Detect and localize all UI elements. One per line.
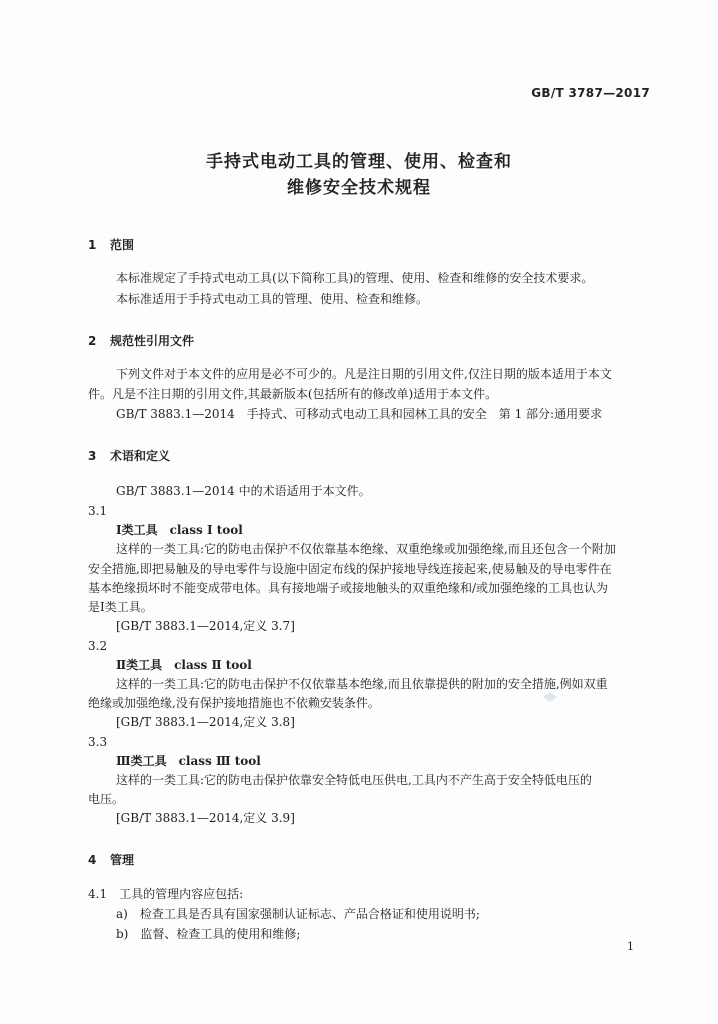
section-title: 术语和定义 [110,449,171,463]
definition-line: 电压。 [88,792,125,806]
paragraph: 本标准适用于手持式电动工具的管理、使用、检查和维修。 [116,292,429,306]
paragraph: GB/T 3883.1—2014 中的术语适用于本文件。 [116,484,371,498]
standard-number: GB/T 3787—2017 [531,86,650,100]
term-heading: Ⅲ类工具 class Ⅲ tool [116,754,261,768]
paragraph: 下列文件对于本文件的应用是必不可少的。凡是注日期的引用文件,仅注日期的版本适用于本文 [116,367,612,381]
section-number: 2 [88,334,97,348]
source-reference: [GB/T 3883.1—2014,定义 3.8] [116,715,295,729]
clause-number: 3.3 [88,735,108,749]
clause-number: 3.2 [88,639,108,653]
definition-line: 这样的一类工具:它的防电击保护不仅依靠基本绝缘,而且依靠提供的附加的安全措施,例如双重 [116,677,608,691]
list-item: a) 检查工具是否具有国家强制认证标志、产品合格证和使用说明书; [116,907,480,921]
definition-line: 安全措施,即把易触及的导电零件与设施中固定布线的保护接地导线连接起来,使易触及的导电零件在 [88,562,612,576]
section-number: 1 [88,238,97,252]
section-1-heading [88,236,134,253]
section-2-heading [88,332,194,349]
document-title-line-2: 维修安全技术规程 [287,178,431,198]
clause-text: 4.1 工具的管理内容应包括: [88,887,244,901]
section-title: 管理 [110,853,135,867]
section-title: 范围 [110,238,135,252]
section-3-heading [88,447,170,464]
term-heading: Ⅱ类工具 class Ⅱ tool [116,658,252,672]
paragraph: 件。凡是不注日期的引用文件,其最新版本(包括所有的修改单)适用于本文件。 [88,387,498,401]
list-item: b) 监督、检查工具的使用和维修; [116,927,301,941]
section-number: 4 [88,853,97,867]
page-number: 1 [627,940,634,953]
section-4-heading [88,851,134,868]
source-reference: [GB/T 3883.1—2014,定义 3.9] [116,811,295,825]
paragraph: 本标准规定了手持式电动工具(以下简称工具)的管理、使用、检查和维修的安全技术要求。 [116,271,594,285]
watermark-icon [541,690,559,704]
definition-line: 这样的一类工具:它的防电击保护不仅依靠基本绝缘、双重绝缘或加强绝缘,而且还包含一个附加 [116,542,616,556]
section-title: 规范性引用文件 [110,334,195,348]
document-title-line-1: 手持式电动工具的管理、使用、检查和 [206,152,512,172]
clause-number: 3.1 [88,504,108,518]
definition-line: 基本绝缘损坏时不能变成带电体。具有接地端子或接地触头的双重绝缘和/或加强绝缘的工具也认为 [88,581,609,595]
definition-line: 这样的一类工具:它的防电击保护依靠安全特低电压供电,工具内不产生高于安全特低电压的 [116,773,592,787]
normative-reference: GB/T 3883.1—2014 手持式、可移动式电动工具和园林工具的安全 第 1 部分:通用要求 [116,407,603,421]
section-number: 3 [88,449,97,463]
definition-line: 绝缘或加强绝缘,没有保护接地措施也不依赖安装条件。 [88,696,380,710]
source-reference: [GB/T 3883.1—2014,定义 3.7] [116,619,295,633]
term-heading: Ⅰ类工具 class Ⅰ tool [116,523,243,537]
definition-line: 是Ⅰ类工具。 [88,600,153,614]
